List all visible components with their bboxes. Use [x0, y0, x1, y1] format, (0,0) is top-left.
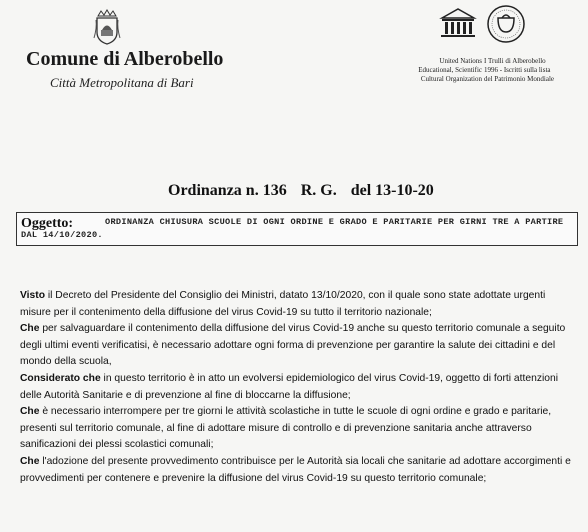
world-heritage-logo-icon: [486, 4, 526, 44]
paragraph-che-2: Che è necessario interrompere per tre giorni le attività scolastiche in tutte le scuole di ogni ordine e grado e paritarie, presenti sul territorio comunale, al fine di adottare misure di controllo e di prevenzione sanitaria anche attraverso sanificazioni dei plessi scolastici comunali;: [20, 406, 552, 451]
paragraph-considerato: Considerato che in questo territorio è in atto un evolversi epidemiologico del virus Covid-19, oggetto di forti attenzioni delle Autorità Sanitarie e di prevenzione al fine di bloccarne la diffusione;: [20, 372, 559, 401]
unesco-logo-icon: [438, 6, 478, 40]
oggetto-box: [16, 212, 578, 246]
paragraph-che-3: Che l'adozione del presente provvedimento contribuisce per le Autorità sia locali che sanitarie ad adottare accorgimenti e provvedimenti per contenere e prevenire la diffusione del virus Covid-19 su questo territorio comunale;: [20, 455, 571, 484]
comune-crest-icon: [92, 8, 122, 46]
comune-subtitle: Città Metropolitana di Bari: [50, 75, 194, 90]
paragraph-visto: Visto il Decreto del Presidente del Consiglio dei Ministri, datato 13/10/2020, con il quale sono state adottate urgenti misure per il contenimento della diffusione del virus Covid-19 su tutto il territorio nazionale;: [20, 290, 546, 318]
ordinance-body: [20, 288, 576, 487]
ordinanza-title: [168, 182, 508, 200]
ordinanza-date: del 13-10-20: [350, 182, 434, 199]
ordinanza-rg: R. G.: [300, 182, 337, 199]
comune-name: Comune di Alberobello: [26, 48, 224, 70]
oggetto-label: Oggetto:: [21, 216, 74, 231]
unesco-caption: United Nations Educational, Scientific Cultural Organization: [418, 57, 482, 83]
trulli-caption: I Trulli di Alberobello 1996 - Iscritti sulla lista del Patrimonio Mondiale: [484, 57, 554, 83]
oggetto-text: ORDINANZA CHIUSURA SCUOLE DI OGNI ORDINE E GRADO E PARITARIE PER GIRNI TRE A PARTIRE DAL 14/10/2020.: [21, 217, 564, 240]
ordinanza-number: Ordinanza n. 136: [168, 182, 287, 199]
paragraph-che-1: Che per salvaguardare il contenimento della diffusione del virus Covid-19 anche su questo territorio comunale a seguito degli ultimi eventi verificatisi, è necessario adottare ogni forma di prevenzione per garantire la salute dei cittadini e del mondo della scuola,: [20, 323, 566, 368]
